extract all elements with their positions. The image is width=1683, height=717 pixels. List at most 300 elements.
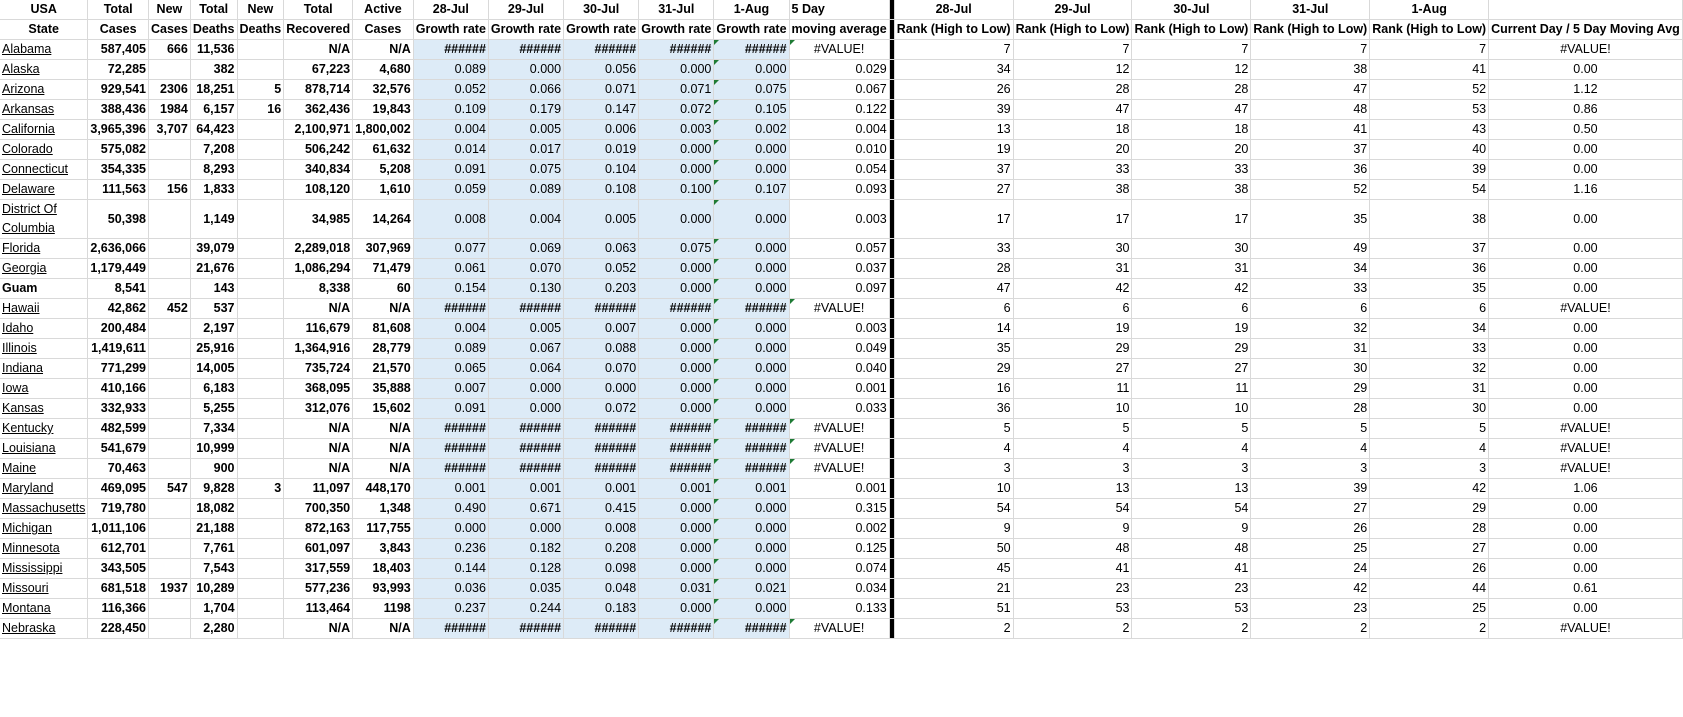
rank-cell[interactable]: 6	[1013, 299, 1132, 319]
new-cases-cell[interactable]	[148, 239, 190, 259]
new-cases-cell[interactable]	[148, 399, 190, 419]
total-cases-cell[interactable]: 343,505	[88, 559, 149, 579]
total-deaths-cell[interactable]: 900	[190, 459, 237, 479]
rank-cell[interactable]: 37	[1251, 140, 1370, 160]
rank-cell[interactable]: 39	[894, 100, 1013, 120]
rank-cell[interactable]: 29	[1013, 339, 1132, 359]
total-cases-cell[interactable]: 587,405	[88, 40, 149, 60]
header-cell[interactable]: State	[0, 20, 88, 40]
new-deaths-cell[interactable]	[237, 519, 284, 539]
growth-rate-cell[interactable]: 0.001	[564, 479, 639, 499]
new-cases-cell[interactable]: 547	[148, 479, 190, 499]
header-cell[interactable]: Deaths	[237, 20, 284, 40]
header-cell[interactable]: Active	[353, 0, 414, 20]
rank-cell[interactable]: 21	[894, 579, 1013, 599]
header-cell[interactable]: 28-Jul	[894, 0, 1013, 20]
recovered-cell[interactable]: 362,436	[284, 100, 353, 120]
recovered-cell[interactable]: 735,724	[284, 359, 353, 379]
rank-cell[interactable]: 26	[1251, 519, 1370, 539]
new-cases-cell[interactable]	[148, 559, 190, 579]
total-deaths-cell[interactable]: 8,293	[190, 160, 237, 180]
header-cell[interactable]: Current Day / 5 Day Moving Avg	[1489, 20, 1683, 40]
new-deaths-cell[interactable]	[237, 379, 284, 399]
new-deaths-cell[interactable]: 16	[237, 100, 284, 120]
rank-cell[interactable]: 18	[1132, 120, 1251, 140]
growth-rate-cell[interactable]: 0.059	[413, 180, 488, 200]
rank-cell[interactable]: 48	[1132, 539, 1251, 559]
growth-rate-cell[interactable]: ######	[714, 619, 789, 639]
rank-cell[interactable]: 30	[1370, 399, 1489, 419]
ratio-cell[interactable]: #VALUE!	[1489, 299, 1683, 319]
growth-rate-cell[interactable]: 0.128	[488, 559, 563, 579]
growth-rate-cell[interactable]: 0.007	[413, 379, 488, 399]
new-cases-cell[interactable]	[148, 439, 190, 459]
growth-rate-cell[interactable]: 0.000	[639, 339, 714, 359]
rank-cell[interactable]: 3	[1251, 459, 1370, 479]
rank-cell[interactable]: 36	[894, 399, 1013, 419]
ratio-cell[interactable]: 0.00	[1489, 519, 1683, 539]
growth-rate-cell[interactable]: 0.005	[564, 200, 639, 239]
growth-rate-cell[interactable]: 0.000	[714, 359, 789, 379]
state-cell[interactable]: Georgia	[0, 259, 88, 279]
recovered-cell[interactable]: 34,985	[284, 200, 353, 239]
new-deaths-cell[interactable]	[237, 399, 284, 419]
rank-cell[interactable]: 28	[1251, 399, 1370, 419]
rank-cell[interactable]: 41	[1132, 559, 1251, 579]
total-deaths-cell[interactable]: 18,251	[190, 80, 237, 100]
new-cases-cell[interactable]	[148, 279, 190, 299]
growth-rate-cell[interactable]: 0.000	[639, 379, 714, 399]
total-cases-cell[interactable]: 8,541	[88, 279, 149, 299]
active-cases-cell[interactable]: 71,479	[353, 259, 414, 279]
rank-cell[interactable]: 33	[894, 239, 1013, 259]
rank-cell[interactable]: 7	[1013, 40, 1132, 60]
new-deaths-cell[interactable]	[237, 120, 284, 140]
growth-rate-cell[interactable]: ######	[639, 439, 714, 459]
rank-cell[interactable]: 2	[1132, 619, 1251, 639]
moving-average-cell[interactable]: 0.001	[789, 379, 889, 399]
new-cases-cell[interactable]	[148, 519, 190, 539]
rank-cell[interactable]: 7	[1251, 40, 1370, 60]
state-cell[interactable]: Florida	[0, 239, 88, 259]
growth-rate-cell[interactable]: 0.001	[488, 479, 563, 499]
growth-rate-cell[interactable]: 0.183	[564, 599, 639, 619]
ratio-cell[interactable]: #VALUE!	[1489, 439, 1683, 459]
new-cases-cell[interactable]	[148, 200, 190, 239]
rank-cell[interactable]: 12	[1132, 60, 1251, 80]
header-cell[interactable]: Growth rate	[488, 20, 563, 40]
growth-rate-cell[interactable]: 0.109	[413, 100, 488, 120]
new-cases-cell[interactable]	[148, 339, 190, 359]
header-cell[interactable]: USA	[0, 0, 88, 20]
total-deaths-cell[interactable]: 5,255	[190, 399, 237, 419]
total-cases-cell[interactable]: 200,484	[88, 319, 149, 339]
rank-cell[interactable]: 12	[1013, 60, 1132, 80]
rank-cell[interactable]: 4	[1013, 439, 1132, 459]
growth-rate-cell[interactable]: 0.000	[714, 379, 789, 399]
ratio-cell[interactable]: 0.00	[1489, 499, 1683, 519]
rank-cell[interactable]: 42	[1370, 479, 1489, 499]
growth-rate-cell[interactable]: 0.237	[413, 599, 488, 619]
moving-average-cell[interactable]: 0.097	[789, 279, 889, 299]
total-cases-cell[interactable]: 575,082	[88, 140, 149, 160]
recovered-cell[interactable]: 577,236	[284, 579, 353, 599]
new-deaths-cell[interactable]: 3	[237, 479, 284, 499]
ratio-cell[interactable]: 0.00	[1489, 359, 1683, 379]
total-cases-cell[interactable]: 72,285	[88, 60, 149, 80]
rank-cell[interactable]: 27	[1132, 359, 1251, 379]
growth-rate-cell[interactable]: 0.147	[564, 100, 639, 120]
recovered-cell[interactable]: N/A	[284, 619, 353, 639]
moving-average-cell[interactable]: 0.029	[789, 60, 889, 80]
rank-cell[interactable]: 32	[1370, 359, 1489, 379]
growth-rate-cell[interactable]: ######	[639, 619, 714, 639]
growth-rate-cell[interactable]: 0.098	[564, 559, 639, 579]
rank-cell[interactable]: 29	[1251, 379, 1370, 399]
growth-rate-cell[interactable]: 0.000	[714, 519, 789, 539]
moving-average-cell[interactable]: 0.003	[789, 200, 889, 239]
growth-rate-cell[interactable]: 0.000	[714, 399, 789, 419]
rank-cell[interactable]: 31	[1370, 379, 1489, 399]
growth-rate-cell[interactable]: 0.000	[714, 259, 789, 279]
moving-average-cell[interactable]: 0.034	[789, 579, 889, 599]
new-deaths-cell[interactable]	[237, 419, 284, 439]
new-deaths-cell[interactable]	[237, 279, 284, 299]
recovered-cell[interactable]: 1,364,916	[284, 339, 353, 359]
growth-rate-cell[interactable]: 0.000	[714, 60, 789, 80]
rank-cell[interactable]: 47	[1013, 100, 1132, 120]
rank-cell[interactable]: 34	[894, 60, 1013, 80]
ratio-cell[interactable]: 0.00	[1489, 379, 1683, 399]
state-cell[interactable]: Hawaii	[0, 299, 88, 319]
recovered-cell[interactable]: N/A	[284, 459, 353, 479]
growth-rate-cell[interactable]: 0.002	[714, 120, 789, 140]
growth-rate-cell[interactable]: 0.000	[488, 519, 563, 539]
ratio-cell[interactable]: 1.06	[1489, 479, 1683, 499]
growth-rate-cell[interactable]: 0.000	[639, 399, 714, 419]
recovered-cell[interactable]: 67,223	[284, 60, 353, 80]
growth-rate-cell[interactable]: 0.003	[639, 120, 714, 140]
recovered-cell[interactable]: 872,163	[284, 519, 353, 539]
moving-average-cell[interactable]: #VALUE!	[789, 40, 889, 60]
growth-rate-cell[interactable]: 0.000	[639, 499, 714, 519]
moving-average-cell[interactable]: 0.001	[789, 479, 889, 499]
growth-rate-cell[interactable]: 0.089	[413, 339, 488, 359]
rank-cell[interactable]: 19	[894, 140, 1013, 160]
rank-cell[interactable]: 6	[1132, 299, 1251, 319]
active-cases-cell[interactable]: N/A	[353, 40, 414, 60]
growth-rate-cell[interactable]: 0.000	[639, 519, 714, 539]
rank-cell[interactable]: 3	[1013, 459, 1132, 479]
header-cell[interactable]: Rank (High to Low)	[1370, 20, 1489, 40]
recovered-cell[interactable]: 506,242	[284, 140, 353, 160]
new-deaths-cell[interactable]	[237, 200, 284, 239]
active-cases-cell[interactable]: 15,602	[353, 399, 414, 419]
growth-rate-cell[interactable]: 0.066	[488, 80, 563, 100]
growth-rate-cell[interactable]: 0.031	[639, 579, 714, 599]
total-deaths-cell[interactable]: 143	[190, 279, 237, 299]
rank-cell[interactable]: 30	[1251, 359, 1370, 379]
rank-cell[interactable]: 18	[1013, 120, 1132, 140]
recovered-cell[interactable]: N/A	[284, 299, 353, 319]
new-deaths-cell[interactable]	[237, 499, 284, 519]
rank-cell[interactable]: 13	[1132, 479, 1251, 499]
rank-cell[interactable]: 27	[1251, 499, 1370, 519]
growth-rate-cell[interactable]: 0.000	[639, 200, 714, 239]
new-deaths-cell[interactable]	[237, 539, 284, 559]
moving-average-cell[interactable]: #VALUE!	[789, 619, 889, 639]
rank-cell[interactable]: 4	[894, 439, 1013, 459]
active-cases-cell[interactable]: 18,403	[353, 559, 414, 579]
growth-rate-cell[interactable]: 0.107	[714, 180, 789, 200]
recovered-cell[interactable]: 1,086,294	[284, 259, 353, 279]
total-cases-cell[interactable]: 70,463	[88, 459, 149, 479]
growth-rate-cell[interactable]: 0.063	[564, 239, 639, 259]
rank-cell[interactable]: 16	[894, 379, 1013, 399]
total-cases-cell[interactable]: 410,166	[88, 379, 149, 399]
moving-average-cell[interactable]: #VALUE!	[789, 299, 889, 319]
ratio-cell[interactable]: #VALUE!	[1489, 459, 1683, 479]
header-cell[interactable]: Growth rate	[714, 20, 789, 40]
total-deaths-cell[interactable]: 7,208	[190, 140, 237, 160]
rank-cell[interactable]: 41	[1251, 120, 1370, 140]
growth-rate-cell[interactable]: ######	[564, 40, 639, 60]
total-cases-cell[interactable]: 3,965,396	[88, 120, 149, 140]
growth-rate-cell[interactable]: 0.000	[564, 379, 639, 399]
rank-cell[interactable]: 42	[1251, 579, 1370, 599]
rank-cell[interactable]: 28	[894, 259, 1013, 279]
rank-cell[interactable]: 14	[894, 319, 1013, 339]
growth-rate-cell[interactable]: 0.056	[564, 60, 639, 80]
new-cases-cell[interactable]: 156	[148, 180, 190, 200]
rank-cell[interactable]: 44	[1370, 579, 1489, 599]
header-cell[interactable]: 30-Jul	[564, 0, 639, 20]
growth-rate-cell[interactable]: 0.089	[488, 180, 563, 200]
total-deaths-cell[interactable]: 39,079	[190, 239, 237, 259]
growth-rate-cell[interactable]: 0.130	[488, 279, 563, 299]
growth-rate-cell[interactable]: 0.000	[413, 519, 488, 539]
growth-rate-cell[interactable]: 0.070	[488, 259, 563, 279]
new-cases-cell[interactable]	[148, 379, 190, 399]
state-cell[interactable]: Missouri	[0, 579, 88, 599]
rank-cell[interactable]: 53	[1013, 599, 1132, 619]
rank-cell[interactable]: 31	[1251, 339, 1370, 359]
growth-rate-cell[interactable]: ######	[413, 299, 488, 319]
growth-rate-cell[interactable]: ######	[488, 439, 563, 459]
rank-cell[interactable]: 42	[1013, 279, 1132, 299]
moving-average-cell[interactable]: #VALUE!	[789, 419, 889, 439]
state-cell[interactable]: District Of Columbia	[0, 200, 88, 239]
header-cell[interactable]: Rank (High to Low)	[1132, 20, 1251, 40]
growth-rate-cell[interactable]: 0.004	[413, 120, 488, 140]
growth-rate-cell[interactable]: 0.036	[413, 579, 488, 599]
moving-average-cell[interactable]: 0.122	[789, 100, 889, 120]
growth-rate-cell[interactable]: 0.004	[488, 200, 563, 239]
moving-average-cell[interactable]: #VALUE!	[789, 439, 889, 459]
total-deaths-cell[interactable]: 21,676	[190, 259, 237, 279]
new-deaths-cell[interactable]	[237, 60, 284, 80]
rank-cell[interactable]: 39	[1370, 160, 1489, 180]
growth-rate-cell[interactable]: 0.000	[714, 499, 789, 519]
growth-rate-cell[interactable]: 0.108	[564, 180, 639, 200]
state-cell[interactable]: Guam	[0, 279, 88, 299]
new-deaths-cell[interactable]	[237, 319, 284, 339]
rank-cell[interactable]: 10	[894, 479, 1013, 499]
active-cases-cell[interactable]: N/A	[353, 439, 414, 459]
new-deaths-cell[interactable]	[237, 40, 284, 60]
rank-cell[interactable]: 37	[894, 160, 1013, 180]
growth-rate-cell[interactable]: ######	[413, 459, 488, 479]
growth-rate-cell[interactable]: 0.000	[639, 599, 714, 619]
moving-average-cell[interactable]: 0.093	[789, 180, 889, 200]
new-deaths-cell[interactable]: 5	[237, 80, 284, 100]
new-deaths-cell[interactable]	[237, 140, 284, 160]
state-cell[interactable]: Colorado	[0, 140, 88, 160]
total-cases-cell[interactable]: 469,095	[88, 479, 149, 499]
header-cell[interactable]: Total	[190, 0, 237, 20]
growth-rate-cell[interactable]: 0.000	[714, 160, 789, 180]
moving-average-cell[interactable]: 0.054	[789, 160, 889, 180]
new-deaths-cell[interactable]	[237, 359, 284, 379]
ratio-cell[interactable]: 0.00	[1489, 60, 1683, 80]
active-cases-cell[interactable]: 35,888	[353, 379, 414, 399]
ratio-cell[interactable]: 1.16	[1489, 180, 1683, 200]
recovered-cell[interactable]: N/A	[284, 419, 353, 439]
rank-cell[interactable]: 38	[1132, 180, 1251, 200]
rank-cell[interactable]: 28	[1132, 80, 1251, 100]
total-cases-cell[interactable]: 111,563	[88, 180, 149, 200]
rank-cell[interactable]: 53	[1132, 599, 1251, 619]
rank-cell[interactable]: 20	[1132, 140, 1251, 160]
active-cases-cell[interactable]: 1,348	[353, 499, 414, 519]
header-cell[interactable]: 28-Jul	[413, 0, 488, 20]
state-cell[interactable]: Illinois	[0, 339, 88, 359]
ratio-cell[interactable]: 0.00	[1489, 339, 1683, 359]
moving-average-cell[interactable]: #VALUE!	[789, 459, 889, 479]
rank-cell[interactable]: 28	[1370, 519, 1489, 539]
header-cell[interactable]: 30-Jul	[1132, 0, 1251, 20]
rank-cell[interactable]: 54	[894, 499, 1013, 519]
total-cases-cell[interactable]: 541,679	[88, 439, 149, 459]
rank-cell[interactable]: 27	[894, 180, 1013, 200]
total-deaths-cell[interactable]: 2,197	[190, 319, 237, 339]
new-cases-cell[interactable]	[148, 160, 190, 180]
new-cases-cell[interactable]: 1937	[148, 579, 190, 599]
recovered-cell[interactable]: 340,834	[284, 160, 353, 180]
active-cases-cell[interactable]: 5,208	[353, 160, 414, 180]
active-cases-cell[interactable]: 1,800,002	[353, 120, 414, 140]
growth-rate-cell[interactable]: ######	[564, 419, 639, 439]
rank-cell[interactable]: 36	[1370, 259, 1489, 279]
rank-cell[interactable]: 27	[1013, 359, 1132, 379]
rank-cell[interactable]: 29	[1132, 339, 1251, 359]
rank-cell[interactable]: 5	[1013, 419, 1132, 439]
new-cases-cell[interactable]	[148, 539, 190, 559]
growth-rate-cell[interactable]: ######	[714, 459, 789, 479]
recovered-cell[interactable]: 8,338	[284, 279, 353, 299]
total-cases-cell[interactable]: 612,701	[88, 539, 149, 559]
rank-cell[interactable]: 54	[1370, 180, 1489, 200]
total-deaths-cell[interactable]: 1,833	[190, 180, 237, 200]
rank-cell[interactable]: 7	[1370, 40, 1489, 60]
state-cell[interactable]: Mississippi	[0, 559, 88, 579]
growth-rate-cell[interactable]: ######	[639, 419, 714, 439]
moving-average-cell[interactable]: 0.125	[789, 539, 889, 559]
recovered-cell[interactable]: 11,097	[284, 479, 353, 499]
growth-rate-cell[interactable]: 0.000	[714, 200, 789, 239]
rank-cell[interactable]: 52	[1370, 80, 1489, 100]
rank-cell[interactable]: 3	[1370, 459, 1489, 479]
rank-cell[interactable]: 13	[894, 120, 1013, 140]
rank-cell[interactable]: 29	[1370, 499, 1489, 519]
new-cases-cell[interactable]	[148, 259, 190, 279]
active-cases-cell[interactable]: 19,843	[353, 100, 414, 120]
growth-rate-cell[interactable]: 0.064	[488, 359, 563, 379]
ratio-cell[interactable]: 0.50	[1489, 120, 1683, 140]
header-cell[interactable]: Cases	[88, 20, 149, 40]
rank-cell[interactable]: 34	[1370, 319, 1489, 339]
growth-rate-cell[interactable]: 0.072	[564, 399, 639, 419]
header-cell[interactable]	[1489, 0, 1683, 20]
header-cell[interactable]: Cases	[148, 20, 190, 40]
new-cases-cell[interactable]	[148, 359, 190, 379]
header-cell[interactable]: Total	[88, 0, 149, 20]
moving-average-cell[interactable]: 0.049	[789, 339, 889, 359]
growth-rate-cell[interactable]: 0.014	[413, 140, 488, 160]
growth-rate-cell[interactable]: 0.244	[488, 599, 563, 619]
recovered-cell[interactable]: 368,095	[284, 379, 353, 399]
ratio-cell[interactable]: 0.00	[1489, 399, 1683, 419]
header-cell[interactable]: 31-Jul	[1251, 0, 1370, 20]
header-cell[interactable]: 1-Aug	[714, 0, 789, 20]
ratio-cell[interactable]: 0.00	[1489, 319, 1683, 339]
rank-cell[interactable]: 48	[1013, 539, 1132, 559]
moving-average-cell[interactable]: 0.074	[789, 559, 889, 579]
ratio-cell[interactable]: 0.00	[1489, 559, 1683, 579]
ratio-cell[interactable]: 0.86	[1489, 100, 1683, 120]
total-deaths-cell[interactable]: 21,188	[190, 519, 237, 539]
total-deaths-cell[interactable]: 7,543	[190, 559, 237, 579]
total-deaths-cell[interactable]: 6,183	[190, 379, 237, 399]
rank-cell[interactable]: 2	[894, 619, 1013, 639]
rank-cell[interactable]: 5	[1370, 419, 1489, 439]
growth-rate-cell[interactable]: 0.000	[714, 279, 789, 299]
growth-rate-cell[interactable]: 0.089	[413, 60, 488, 80]
new-deaths-cell[interactable]	[237, 239, 284, 259]
state-cell[interactable]: Kentucky	[0, 419, 88, 439]
growth-rate-cell[interactable]: 0.072	[639, 100, 714, 120]
rank-cell[interactable]: 28	[1013, 80, 1132, 100]
new-deaths-cell[interactable]	[237, 599, 284, 619]
growth-rate-cell[interactable]: 0.000	[639, 319, 714, 339]
rank-cell[interactable]: 52	[1251, 180, 1370, 200]
state-cell[interactable]: Connecticut	[0, 160, 88, 180]
state-cell[interactable]: Alaska	[0, 60, 88, 80]
ratio-cell[interactable]: 0.00	[1489, 259, 1683, 279]
growth-rate-cell[interactable]: 0.091	[413, 160, 488, 180]
ratio-cell[interactable]: #VALUE!	[1489, 40, 1683, 60]
new-cases-cell[interactable]: 1984	[148, 100, 190, 120]
growth-rate-cell[interactable]: 0.005	[488, 120, 563, 140]
active-cases-cell[interactable]: 448,170	[353, 479, 414, 499]
total-deaths-cell[interactable]: 1,149	[190, 200, 237, 239]
growth-rate-cell[interactable]: 0.144	[413, 559, 488, 579]
growth-rate-cell[interactable]: ######	[714, 419, 789, 439]
total-cases-cell[interactable]: 332,933	[88, 399, 149, 419]
growth-rate-cell[interactable]: 0.000	[714, 339, 789, 359]
active-cases-cell[interactable]: 307,969	[353, 239, 414, 259]
active-cases-cell[interactable]: 61,632	[353, 140, 414, 160]
